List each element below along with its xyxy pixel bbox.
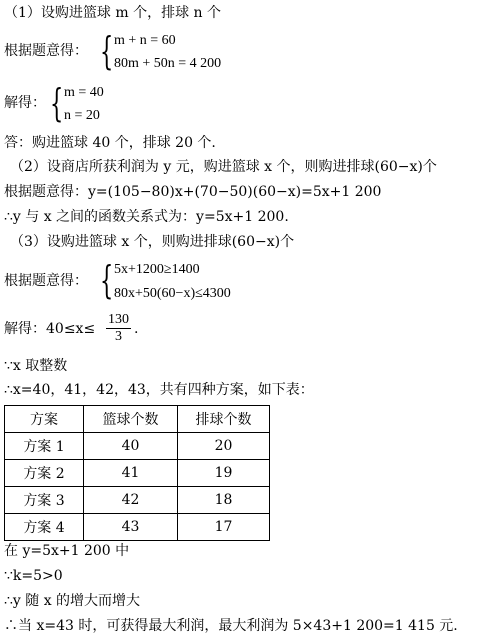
integer-condition: ∵x 取整数 (4, 358, 68, 374)
solution-m: m = 40 (64, 85, 104, 100)
brace-icon: { (100, 29, 114, 73)
conclusion-line-1: 在 y=5x+1 200 中 (4, 543, 130, 559)
table-row (5, 514, 270, 541)
table-cell: 方案 1 (5, 433, 84, 460)
conclusion-line-2: ∵k=5>0 (4, 568, 63, 584)
solution-system-1 (4, 82, 204, 126)
table-header: 篮球个数 (84, 406, 178, 433)
part1-heading: （1）设购进篮球 m 个，排球 n 个 (4, 5, 221, 21)
table-cell: 42 (84, 487, 178, 514)
table-cell: 18 (178, 487, 270, 514)
table-cell: 20 (178, 433, 270, 460)
table-cell: 方案 2 (5, 460, 84, 487)
part3-solution: 解得：40≤x≤ (4, 321, 96, 337)
table-cell: 方案 3 (5, 487, 84, 514)
equation-system-1 (4, 30, 304, 74)
table-cell: 17 (178, 514, 270, 541)
part1-answer: 答：购进篮球 40 个，排球 20 个. (4, 135, 216, 151)
cases-line: ∴x=40，41，42，43，共有四种方案，如下表： (4, 382, 314, 398)
table-header: 排球个数 (178, 406, 270, 433)
system-label: 根据题意得： (4, 273, 88, 289)
table-cell: 43 (84, 514, 178, 541)
table-row (5, 433, 270, 460)
fraction-numerator: 130 (108, 312, 129, 327)
inequality-1: 5x+1200≥1400 (114, 262, 200, 277)
table-cell: 19 (178, 460, 270, 487)
inequality-2: 80x+50(60−x)≤4300 (114, 286, 231, 301)
solution-period: . (134, 321, 139, 337)
plans-table (4, 405, 270, 541)
equation-2: 80m + 50n = 4 200 (114, 56, 222, 71)
table-cell: 40 (84, 433, 178, 460)
part2-equation: 根据题意得：y=(105−80)x+(70−50)(60−x)=5x+1 200 (4, 184, 382, 200)
brace-icon: { (100, 258, 114, 302)
table-row (5, 487, 270, 514)
part3-heading: （3）设购进篮球 x 个，则购进排球(60−x)个 (10, 234, 295, 250)
equation-1: m + n = 60 (114, 33, 176, 48)
table-row (5, 460, 270, 487)
solution-label: 解得： (4, 95, 46, 111)
table-header: 方案 (5, 406, 84, 433)
fraction-denominator: 3 (115, 329, 122, 344)
part2-relation: ∴y 与 x 之间的函数关系式为：y=5x+1 200. (4, 209, 289, 225)
fraction (106, 312, 131, 345)
system-label: 根据题意得： (4, 43, 88, 59)
conclusion-line-3: ∴y 随 x 的增大而增大 (4, 593, 141, 609)
conclusion-line-4: ∴当 x=43 时，可获得最大利润，最大利润为 5×43+1 200=1 415 元. (4, 618, 458, 634)
brace-icon: { (50, 81, 64, 125)
solution-n: n = 20 (64, 108, 100, 123)
part2-heading: （2）设商店所获利润为 y 元，购进篮球 x 个，则购进排球(60−x)个 (10, 159, 437, 175)
table-header-row (5, 406, 270, 433)
inequality-system (4, 258, 304, 304)
table-cell: 41 (84, 460, 178, 487)
table-cell: 方案 4 (5, 514, 84, 541)
